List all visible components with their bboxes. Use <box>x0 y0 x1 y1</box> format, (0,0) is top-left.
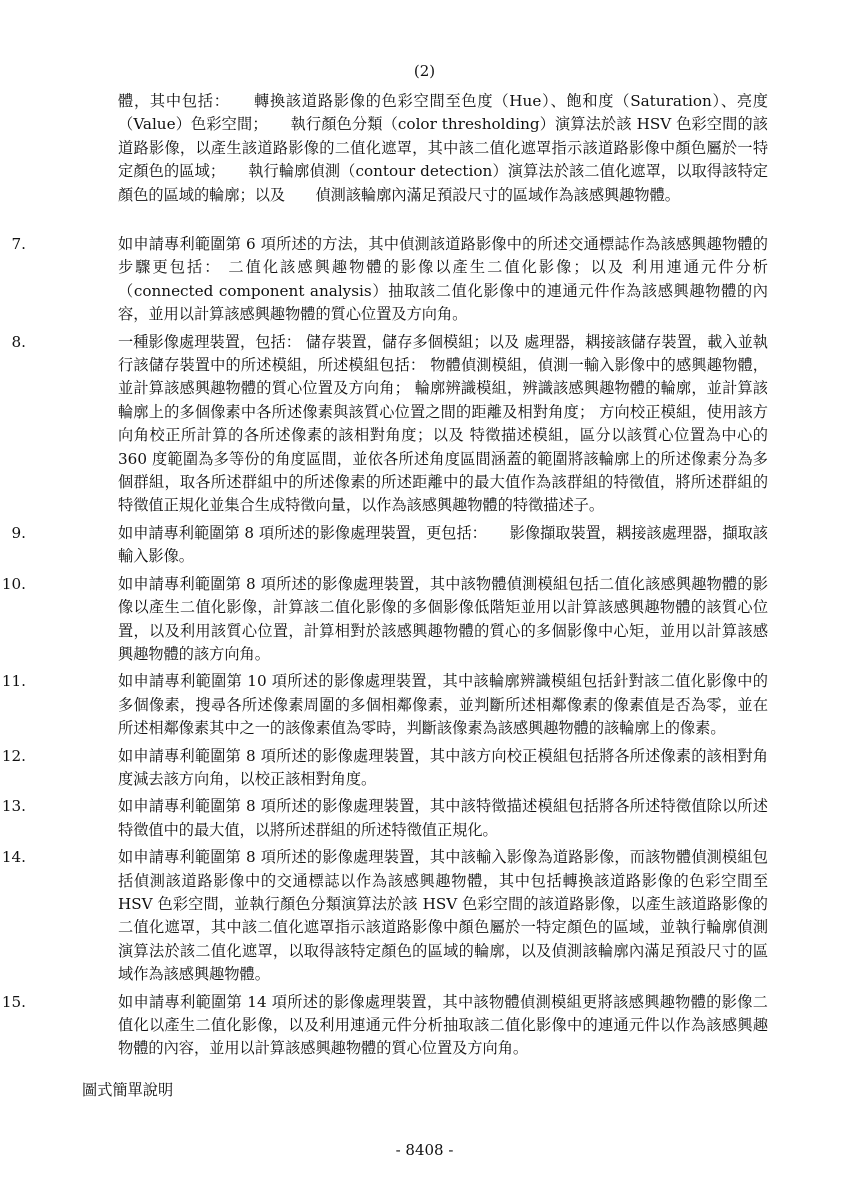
claim-item <box>0 233 768 327</box>
claim-number: 12. <box>1 746 26 765</box>
claim-text: 如申請專利範圍第 8 項所述的影像處理裝置，其中該特徵描述模組包括將各所述特徵值除以所述特徵值中的最大值，以將所述群組的所述特徵值正規化。 <box>118 797 768 839</box>
claim-item <box>0 573 768 667</box>
claim-number: 14. <box>1 848 26 867</box>
claim-text: 如申請專利範圍第 14 項所述的影像處理裝置，其中該物體偵測模組更將該感興趣物體的影像二值化以產生二值化影像，以及利用連通元件分析抽取該二值化影像中的連通元件以作為該感興趣物體的內容，並用以計算該感興趣物體的質心位置及方向角。 <box>118 992 768 1058</box>
claims-list <box>0 233 849 1065</box>
claim-number: 9. <box>11 523 26 542</box>
claim-text: 如申請專利範圍第 8 項所述的影像處理裝置，其中該輸入影像為道路影像，而該物體偵測模組包括偵測該道路影像中的交通標誌以作為該感興趣物體，其中包括轉換該道路影像的色彩空間至 HSV 色彩空間，並執行顏色分類演算法於該 HSV 色彩空間的該道路影像，以產生該道路影像的二值化遮罩，其中該二值化遮罩指示該道路影像中顏色屬於一特定顏色的區域，並執行輪廓偵測演算法於該二值化遮罩，以取得該特定顏色的區域的輪廓，以及偵測該輪廓內滿足預設尺寸的區域作為該感興趣物體。 <box>118 848 768 984</box>
claim-text: 一種影像處理裝置，包括： 儲存裝置，儲存多個模組；以及 處理器，耦接該儲存裝置，載入並執行該儲存裝置中的所述模組，所述模組包括： 物體偵測模組，偵測一輸入影像中的感興趣物體，並計算該感興趣物體的質心位置及方向角； 輪廓辨識模組，辨識該感興趣物體的輪廓，並計算該輪廓上的多個像素中各所述像素與該質心位置之間的距離及相對角度； 方向校正模組，使用該方向角校正所計算的各所述像素的該相對角度；以及 特徵描述模組，區分以該質心位置為中心的 360 度範圍為多等份的角度區間，並依各所述角度區間涵蓋的範圍將該輪廓上的所述像素分為多個群組，取各所述群組中的所述像素的所述距離中的最大值作為該群組的特徵值，將所述群組的特徵值正規化並集合生成特徵向量，以作為該感興趣物體的特徵描述子。 <box>118 332 768 515</box>
claim-number: 7. <box>11 235 26 253</box>
claim-item <box>0 522 768 569</box>
claim-number: 8. <box>11 332 26 351</box>
claim-text: 如申請專利範圍第 10 項所述的影像處理裝置，其中該輪廓辨識模組包括針對該二值化影像中的多個像素，搜尋各所述像素周圍的多個相鄰像素，並判斷所述相鄰像素的像素值是否為零，並在所述相鄰像素其中之一的該像素值為零時，判斷該像素為該感興趣物體的該輪廓上的像素。 <box>118 672 768 738</box>
claim-item <box>0 795 768 842</box>
claim-text: 如申請專利範圍第 8 項所述的影像處理裝置，更包括： 影像擷取裝置，耦接該處理器，擷取該輸入影像。 <box>118 523 768 566</box>
claim-6-continuation: 體，其中包括： 轉換該道路影像的色彩空間至色度（Hue）、飽和度（Saturation）、亮度（Value）色彩空間； 執行顏色分類（color thresholding）演算法於該 HSV 色彩空間的該道路影像，以產生該道路影像的二值化遮罩，其中該二值化遮罩指示該道路影像中顏色屬於一特定顏色的區域； 執行輪廓偵測（contour detection）演算法於該二值化遮罩，以取得該特定顏色的區域的輪廓；以及 偵測該輪廓內滿足預設尺寸的區域作為該感興趣物體。 <box>118 92 768 204</box>
claim-text: 如申請專利範圍第 8 項所述的影像處理裝置，其中該物體偵測模組包括二值化該感興趣物體的影像以產生二值化影像，計算該二值化影像的多個影像低階矩並用以計算該感興趣物體的該質心位置，以及利用該質心位置，計算相對於該感興趣物體的質心的多個影像中心矩，並用以計算該感興趣物體的該方向角。 <box>118 574 768 663</box>
claim-number: 10. <box>1 574 26 593</box>
claim-item <box>0 670 768 740</box>
claim-item <box>0 745 768 792</box>
claim-text: 如申請專利範圍第 6 項所述的方法，其中偵測該道路影像中的所述交通標誌作為該感興趣物體的步驟更包括： 二值化該感興趣物體的影像以產生二值化影像；以及 利用連通元件分析（connected component analysis）抽取該二值化影像中的連通元件作為該感興趣物體的內容，並用以計算該感興趣物體的質心位置及方向角。 <box>118 235 768 324</box>
page-footer: - 8408 - <box>395 1141 454 1159</box>
claim-number: 11. <box>1 672 26 691</box>
claim-number: 13. <box>1 797 26 816</box>
page-header: (2) <box>413 62 436 80</box>
claim-number: 15. <box>1 992 26 1011</box>
claim-item <box>0 991 768 1061</box>
claim-item <box>0 331 768 518</box>
section-heading: 圖式簡單說明 <box>82 1081 174 1099</box>
claim-text: 如申請專利範圍第 8 項所述的影像處理裝置，其中該方向校正模組包括將各所述像素的該相對角度減去該方向角，以校正該相對角度。 <box>118 746 768 788</box>
claim-item <box>0 846 768 986</box>
